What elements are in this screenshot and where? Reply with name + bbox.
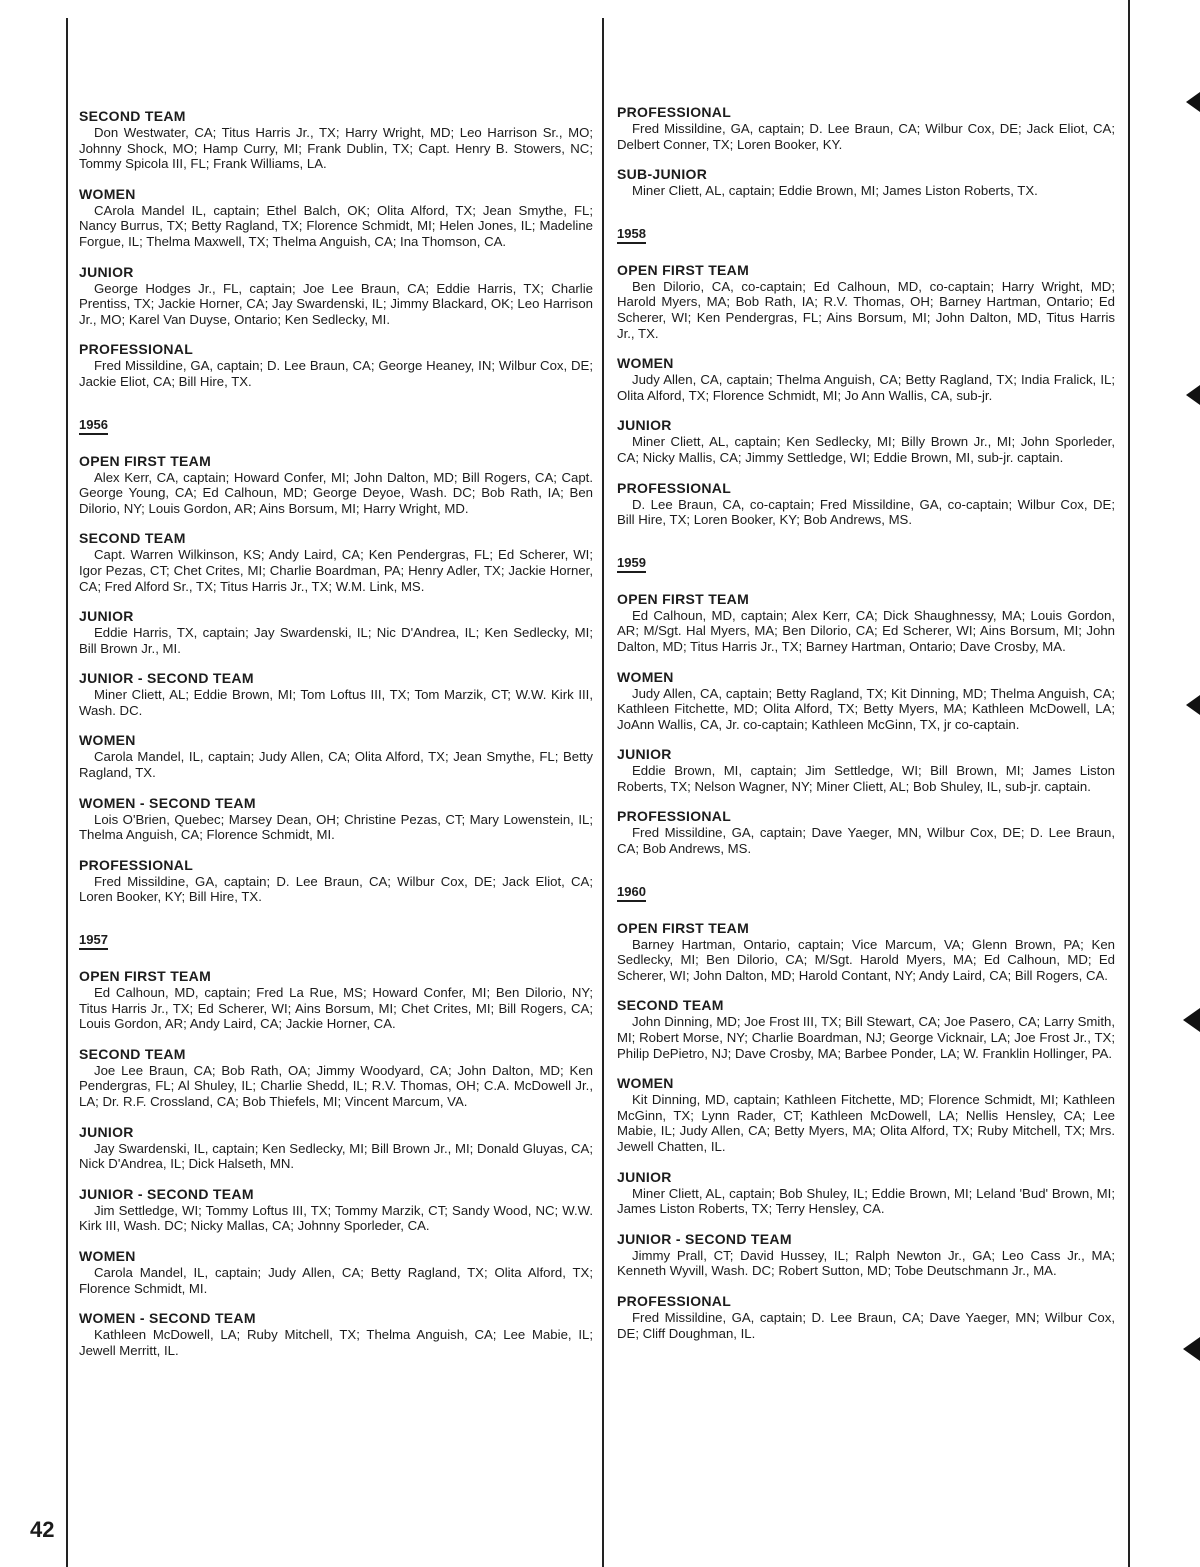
team-section-title: PROFESSIONAL [617, 1292, 732, 1309]
team-section-title: OPEN FIRST TEAM [617, 261, 750, 278]
team-section [79, 341, 593, 389]
team-roster: D. Lee Braun, CA, co-captain; Fred Missildine, GA, co-captain; Wilbur Cox, DE; Bill Hire, TX; Loren Booker, KY; Bob Andrews, MS. [617, 496, 1115, 528]
team-section [617, 746, 1115, 794]
team-roster: Fred Missildine, GA, captain; D. Lee Braun, CA; George Heaney, IN; Wilbur Cox, DE; Jackie Eliot, CA; Bill Hire, TX. [79, 358, 593, 389]
team-section-title: WOMEN [617, 668, 674, 685]
year-heading [79, 416, 593, 435]
edge-tab-mark [1186, 92, 1200, 112]
edge-tab-mark [1186, 385, 1200, 405]
team-roster: Alex Kerr, CA, captain; Howard Confer, MI; John Dalton, MD; Bill Rogers, CA; Capt. George Young, CA; Ed Calhoun, MD; George Deyoe, Wash. DC; Bob Rath, IA; Ben Dilorio, NY; Louis Gordon, AR; Ains Borsum, MI; Harry Wright, MD. [79, 469, 593, 516]
team-section-title: SECOND TEAM [79, 530, 186, 547]
team-section-title: SECOND TEAM [79, 1045, 186, 1062]
team-section-title: WOMEN - SECOND TEAM [79, 1310, 256, 1327]
year-heading [617, 883, 1115, 902]
team-roster: Kathleen McDowell, LA; Ruby Mitchell, TX; Thelma Anguish, CA; Lee Mabie, IL; Jewell Merritt, IL. [79, 1327, 593, 1358]
year-label: 1959 [617, 555, 646, 573]
team-section-title: JUNIOR [79, 608, 134, 625]
team-section-title: SUB-JUNIOR [617, 166, 708, 183]
team-roster: Carola Mandel, IL, captain; Judy Allen, CA; Olita Alford, TX; Jean Smythe, FL; Betty Ragland, TX. [79, 749, 593, 781]
team-section-title: WOMEN [79, 732, 136, 749]
team-roster: Ed Calhoun, MD, captain; Alex Kerr, CA; Dick Shaughnessy, MA; Louis Gordon, AR; M/Sgt. Hal Myers, MA; Ben Dilorio, CA; Ed Scherer, WI; Ains Borsum, MI; John Dalton, MD; Titus Harris Jr., TX; Barney Hartman, Ontario; Dave Crosby, MA. [617, 607, 1115, 654]
edge-tab-mark [1186, 695, 1200, 715]
team-section-title: JUNIOR [79, 263, 134, 280]
team-section [79, 1248, 593, 1296]
team-section-title: WOMEN [617, 355, 674, 372]
team-section [79, 108, 593, 172]
team-roster: Fred Missildine, GA, captain; D. Lee Braun, CA; Wilbur Cox, DE; Jack Eliot, CA; Delbert Conner, TX; Loren Booker, KY. [617, 121, 1115, 152]
team-roster: Barney Hartman, Ontario, captain; Vice Marcum, VA; Glenn Brown, PA; Ken Sedlecky, MI; Ben Dilorio, CA; M/Sgt. Harold Myers, MA; Ed Calhoun, MD; Ed Scherer, WI; John Dalton, MD; Harold Contant, NY; Andy Laird, CA; Bill Rogers, CA. [617, 936, 1115, 983]
team-section-title: WOMEN - SECOND TEAM [79, 794, 256, 811]
team-roster: Don Westwater, CA; Titus Harris Jr., TX; Harry Wright, MD; Leo Harrison Sr., MO; Johnny Shock, MO; Hamp Curry, MI; Frank Dublin, TX; Capt. Henry B. Stowers, NC; Tommy Spicola III, FL; Frank Williams, LA. [79, 125, 593, 172]
team-section-title: JUNIOR [79, 1123, 134, 1140]
team-section-title: WOMEN [79, 185, 136, 202]
team-section-title: OPEN FIRST TEAM [79, 968, 212, 985]
team-section [617, 920, 1115, 984]
team-section [617, 417, 1115, 465]
team-section [79, 670, 593, 718]
team-section [79, 968, 593, 1032]
team-section [617, 262, 1115, 341]
team-roster: Judy Allen, CA, captain; Betty Ragland, TX; Kit Dinning, MD; Thelma Anguish, CA; Kathleen Fitchette, MD; Olita Alford, TX; Betty Myers, MA; Kathleen McDowell, LA; JoAnn Wallis, CA, Jr. co-captain; Kathleen McGinn, TX, jr co-captain. [617, 685, 1115, 732]
team-section [79, 857, 593, 905]
team-section [617, 1075, 1115, 1154]
team-roster: Fred Missildine, GA, captain; Dave Yaeger, MN, Wilbur Cox, DE; D. Lee Braun, CA; Bob Andrews, MS. [617, 825, 1115, 857]
team-section [79, 186, 593, 250]
year-label: 1956 [79, 417, 108, 435]
right-margin-rule [1128, 0, 1130, 1567]
edge-tab-mark [1183, 1337, 1200, 1361]
team-roster: Lois O'Brien, Quebec; Marsey Dean, OH; Christine Pezas, CT; Mary Lowenstein, IL; Thelma Anguish, CA; Florence Schmidt, MI. [79, 811, 593, 843]
team-section-title: PROFESSIONAL [617, 479, 732, 496]
team-section-title: OPEN FIRST TEAM [617, 919, 750, 936]
team-roster: Capt. Warren Wilkinson, KS; Andy Laird, CA; Ken Pendergras, FL; Ed Scherer, WI; Igor Pezas, CT; Chet Crites, MI; Charlie Boardman, PA; Henry Adler, TX; Jackie Horner, CA; Fred Alford Sr., TX; Titus Harris Jr., TX; W.M. Link, MS. [79, 547, 593, 594]
team-section-title: PROFESSIONAL [617, 808, 732, 825]
team-section-title: PROFESSIONAL [79, 856, 194, 873]
team-section-title: JUNIOR [617, 746, 672, 763]
team-section [617, 355, 1115, 403]
team-section-title: OPEN FIRST TEAM [617, 590, 750, 607]
team-section [79, 1124, 593, 1172]
team-section [79, 608, 593, 656]
team-section [617, 997, 1115, 1061]
left-margin-rule [66, 18, 68, 1567]
team-section-title: SECOND TEAM [617, 997, 724, 1014]
team-section [79, 530, 593, 594]
team-section-title: PROFESSIONAL [79, 341, 194, 358]
team-roster: CArola Mandel IL, captain; Ethel Balch, OK; Olita Alford, TX; Jean Smythe, FL; Nancy Burrus, TX; Betty Ragland, TX; Florence Schmidt, MI; Helen Jones, IL; Madeline Forgue, IL; Thelma Maxwell, TX; Thelma Anguish, CA; Ina Thomson, CA. [79, 202, 593, 249]
team-section [617, 480, 1115, 528]
team-section-title: WOMEN [79, 1247, 136, 1264]
team-section [617, 1231, 1115, 1279]
year-label: 1958 [617, 226, 646, 244]
team-roster: Fred Missildine, GA, captain; D. Lee Braun, CA; Wilbur Cox, DE; Jack Eliot, CA; Loren Booker, KY; Bill Hire, TX. [79, 873, 593, 905]
team-roster: Fred Missildine, GA, captain; D. Lee Braun, CA; Dave Yaeger, MN; Wilbur Cox, DE; Cliff Doughman, IL. [617, 1309, 1115, 1341]
team-section [617, 591, 1115, 655]
team-roster: Jay Swardenski, IL, captain; Ken Sedlecky, MI; Bill Brown Jr., MI; Donald Gluyas, CA; Nick D'Andrea, IL; Dick Halseth, MN. [79, 1140, 593, 1172]
team-section-title: JUNIOR - SECOND TEAM [79, 670, 254, 687]
team-section [79, 1310, 593, 1358]
team-section [79, 795, 593, 843]
team-section-title: JUNIOR [617, 1168, 672, 1185]
team-section [79, 453, 593, 517]
year-heading [617, 225, 1115, 244]
team-roster: Miner Cliett, AL; Eddie Brown, MI; Tom Loftus III, TX; Tom Marzik, CT; W.W. Kirk III, Wash. DC. [79, 687, 593, 718]
team-section [617, 1169, 1115, 1217]
team-section-title: PROFESSIONAL [617, 104, 732, 120]
team-roster: George Hodges Jr., FL, captain; Joe Lee Braun, CA; Eddie Harris, TX; Charlie Prentiss, TX; Jackie Horner, CA; Jay Swardenski, IL; Jimmy Blackard, OK; Leo Harrison Jr., MO; Karel Van Duyse, Ontario; Ken Sedlecky, MI. [79, 280, 593, 327]
left-column [79, 108, 593, 1372]
year-heading [79, 931, 593, 950]
year-label: 1960 [617, 884, 646, 902]
team-section [79, 264, 593, 328]
team-section-title: JUNIOR [617, 417, 672, 434]
team-roster: Jim Settledge, WI; Tommy Loftus III, TX; Tommy Marzik, CT; Sandy Wood, NC; W.W. Kirk III, Wash. DC; Nicky Mallas, CA; Johnny Sporleder, CA. [79, 1202, 593, 1234]
team-roster: Carola Mandel, IL, captain; Judy Allen, CA; Betty Ragland, TX; Olita Alford, TX; Florence Schmidt, MI. [79, 1264, 593, 1296]
team-roster: Jimmy Prall, CT; David Hussey, IL; Ralph Newton Jr., GA; Leo Cass Jr., MA; Kenneth Wyvill, Wash. DC; Robert Sutton, MD; Tobe Deutschmann Jr., MA. [617, 1247, 1115, 1279]
team-section [79, 1046, 593, 1110]
team-section-title: JUNIOR - SECOND TEAM [617, 1230, 792, 1247]
column-divider-rule [602, 18, 604, 1567]
team-section [617, 104, 1115, 152]
team-roster: Miner Cliett, AL, captain; Bob Shuley, IL; Eddie Brown, MI; Leland 'Bud' Brown, MI; James Liston Roberts, TX; Terry Hensley, CA. [617, 1185, 1115, 1217]
team-roster: John Dinning, MD; Joe Frost III, TX; Bill Stewart, CA; Joe Pasero, CA; Larry Smith, MI; Robert Morse, NY; Charlie Boardman, NJ; George Vicknair, LA; Joe Frost Jr., TX; Philip DePietro, NJ; Dave Crosby, MA; Barbee Ponder, LA; W. Franklin Hollinger, PA. [617, 1014, 1115, 1061]
team-section [79, 1186, 593, 1234]
team-section-title: OPEN FIRST TEAM [79, 452, 212, 469]
team-roster: Miner Cliett, AL, captain; Ken Sedlecky, MI; Billy Brown Jr., MI; John Sporleder, CA; Nicky Mallis, CA; Jimmy Settledge, WI; Eddie Brown, MI, sub-jr. captain. [617, 434, 1115, 465]
team-section [79, 732, 593, 780]
right-column [617, 104, 1115, 1355]
team-section-title: SECOND TEAM [79, 108, 186, 124]
edge-tab-mark [1183, 1008, 1200, 1032]
team-section-title: JUNIOR - SECOND TEAM [79, 1185, 254, 1202]
team-roster: Kit Dinning, MD, captain; Kathleen Fitchette, MD; Florence Schmidt, MI; Kathleen McGinn, TX; Lynn Rader, CT; Kathleen McDowell, LA; Nellis Hensley, CA; Lee Mabie, IL; Judy Allen, CA; Betty Myers, MA; Olita Alford, TX; Ruby Mitchell, TX; Mrs. Jewell Chatten, IL. [617, 1092, 1115, 1154]
team-roster: Miner Cliett, AL, captain; Eddie Brown, MI; James Liston Roberts, TX. [632, 183, 1038, 199]
team-section-title: WOMEN [617, 1075, 674, 1092]
team-section [617, 166, 1115, 199]
team-roster: Joe Lee Braun, CA; Bob Rath, OA; Jimmy Woodyard, CA; John Dalton, MD; Ken Pendergras, FL; Al Shuley, IL; Charlie Shedd, IL; R.V. Thomas, OH; C.A. McDowell Jr., LA; Dr. R.F. Crossland, CA; Bob Thiefels, MI; Vincent Marcum, VA. [79, 1062, 593, 1109]
team-section [617, 808, 1115, 856]
page-number: 42 [30, 1517, 55, 1542]
team-roster: Ben Dilorio, CA, co-captain; Ed Calhoun, MD, co-captain; Harry Wright, MD; Harold Myers, MA; Bob Rath, IA; R.V. Thomas, OH; Barney Hartman, Ontario; Ed Scherer, WI; Ken Pendergras, FL; Ains Borsum, MI; John Dalton, MD, Titus Harris Jr., TX. [617, 278, 1115, 341]
team-roster: Ed Calhoun, MD, captain; Fred La Rue, MS; Howard Confer, MI; Ben Dilorio, NY; Titus Harris Jr., TX; Ed Scherer, WI; Ains Borsum, MI; Chet Crites, MI; Bill Rogers, CA; Louis Gordon, AR; Andy Laird, CA; Jackie Horner, CA. [79, 985, 593, 1032]
team-roster: Eddie Brown, MI, captain; Jim Settledge, WI; Bill Brown, MI; James Liston Roberts, TX; Nelson Wagner, NY; Miner Cliett, AL; Bob Shuley, IL, sub-jr. captain. [617, 763, 1115, 794]
team-roster: Judy Allen, CA, captain; Thelma Anguish, CA; Betty Ragland, TX; India Fralick, IL; Olita Alford, TX; Florence Schmidt, MI; Jo Ann Wallis, CA, sub-jr. [617, 372, 1115, 403]
team-section [617, 1293, 1115, 1341]
year-label: 1957 [79, 932, 108, 950]
team-section [617, 669, 1115, 733]
year-heading [617, 554, 1115, 573]
team-roster: Eddie Harris, TX, captain; Jay Swardenski, IL; Nic D'Andrea, IL; Ken Sedlecky, MI; Bill Brown Jr., MI. [79, 625, 593, 656]
